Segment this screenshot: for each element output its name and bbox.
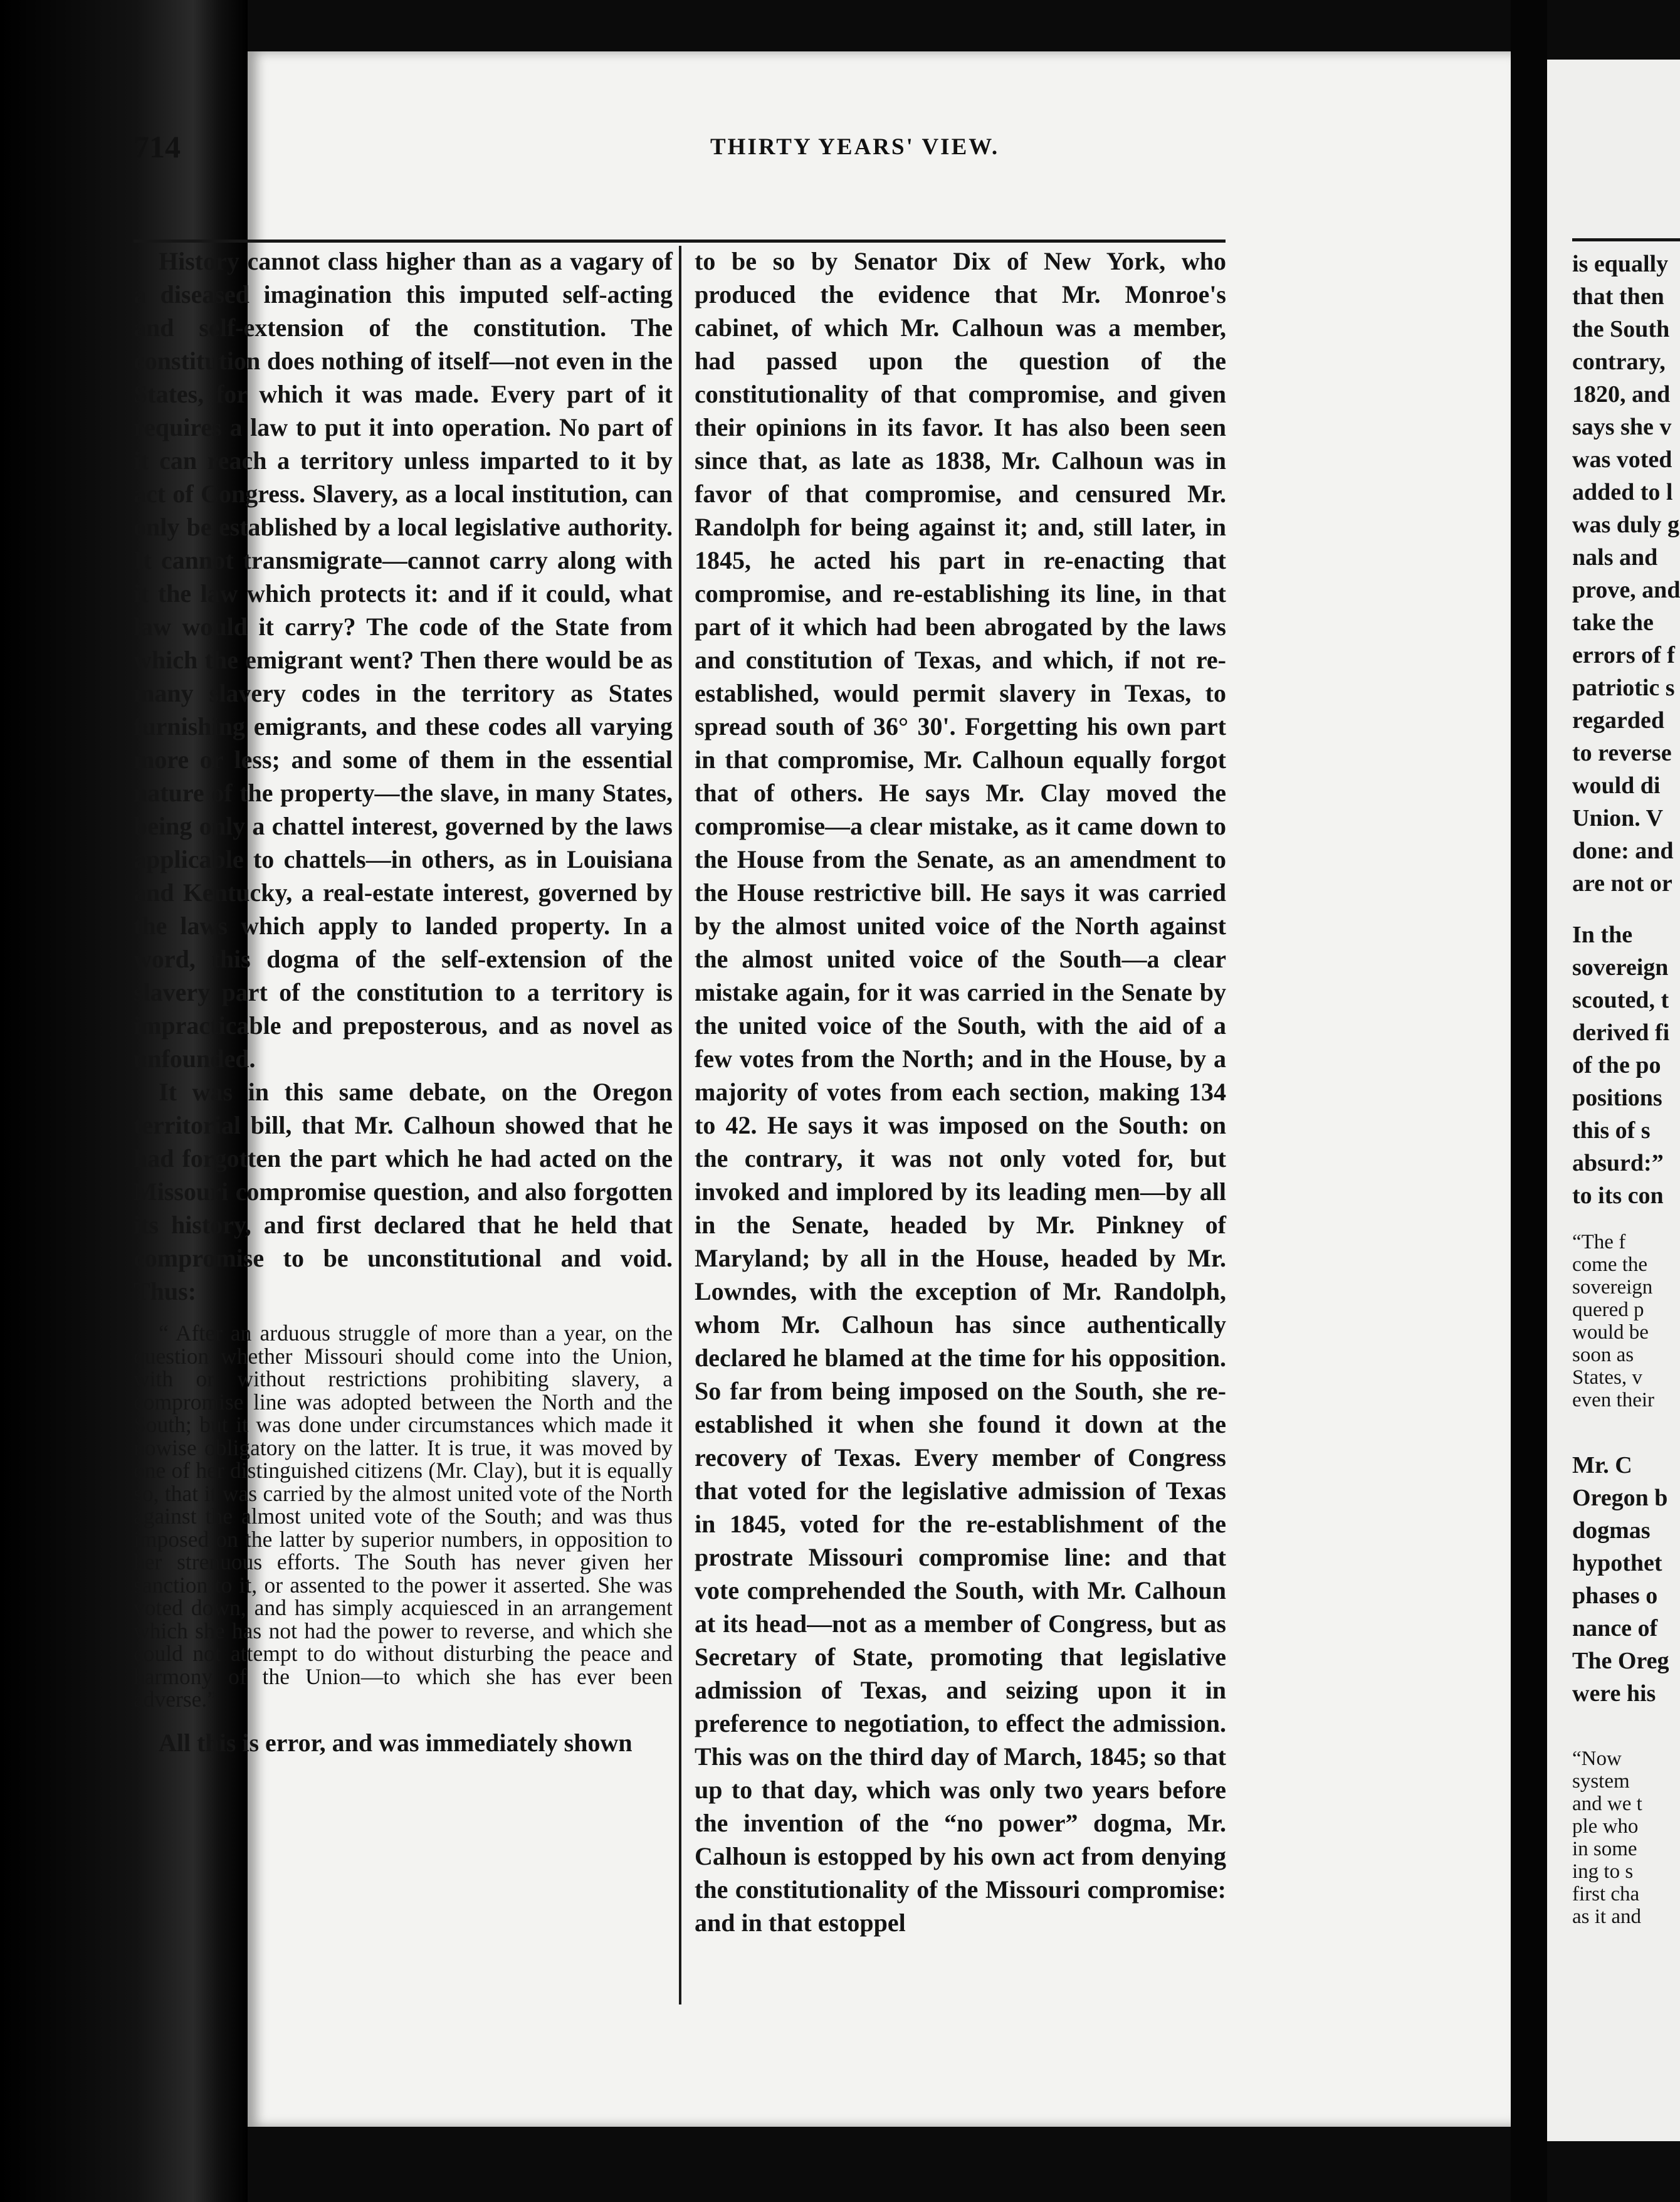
adjacent-line: would di: [1572, 772, 1661, 799]
adjacent-line: The Oreg: [1572, 1648, 1669, 1674]
adjacent-line: ple who: [1572, 1815, 1639, 1838]
adjacent-line: patriotic s: [1572, 675, 1675, 701]
paragraph: It was in this same debate, on the Oregon territorial bill, that Mr. Calhoun showed that he had forgotten the part which he had acted on the Missouri compromise question, and also forgotten its history, and first declared that he held that compromise to be unconstitutional and void. Thus:: [134, 1078, 673, 1305]
adjacent-line: this of s: [1572, 1117, 1651, 1144]
adjacent-line: was voted: [1572, 446, 1672, 473]
adjacent-line: regarded: [1572, 707, 1665, 734]
adjacent-line: to reverse: [1572, 740, 1672, 766]
adjacent-line: soon as: [1572, 1344, 1634, 1366]
paragraph: All this is error, and was immediately shown: [159, 1728, 633, 1757]
adjacent-line: States, v: [1572, 1366, 1642, 1389]
adjacent-line: errors of f: [1572, 642, 1675, 668]
adjacent-line: even their: [1572, 1389, 1655, 1411]
adjacent-line: and we t: [1572, 1793, 1642, 1815]
adjacent-line: “The f: [1572, 1231, 1626, 1253]
paragraph: History cannot class higher than as a vagary of a diseased imagination this imputed self-acting and self-extension of the constitution. The constitution does nothing of itself—not even in the States, for which it was made. Every part of it requires a law to put it into operation. No part of it can reach a territory unless imparted to it by act of Congress. Slavery, as a local institution, can only be established by a local legislative authority. It cannot transmigrate—cannot carry along with it the law which protects it: and if it could, what law would it carry? The code of the State from which the emigrant went? Then there would be as many slavery codes in the territory as States furnishing emigrants, and these codes all varying more or less; and some of them in the essential nature of the property—the slave, in many States, being only a chattel interest, governed by the laws applicable to chattels—in others, as in Louisiana and Kentucky, a real-estate interest, governed by the laws which apply to landed property. In a word, this dogma of the self-extension of the slavery part of the constitution to a territory is impracticable and preposterous, and as novel as unfounded.: [134, 247, 673, 1073]
adjacent-line: quered p: [1572, 1299, 1644, 1321]
adjacent-line: of the po: [1572, 1052, 1661, 1078]
column-divider: [679, 246, 681, 2004]
adjacent-line: sovereign: [1572, 954, 1669, 981]
paragraph: to be so by Senator Dix of New York, who produced the evidence that Mr. Monroe's cabinet, of which Mr. Calhoun was a member, had passed upon the question of the constitutionality of that compromise, and given their opinions in its favor. It has also been seen since that, as late as 1838, Mr. Calhoun was in favor of that compromise, and censured Mr. Randolph for being against it; and, still later, in 1845, he acted his part in re-enacting that compromise, and re-establishing its line, in that part of it which had been abrogated by the laws and constitution of Texas, and which, if not re-established, would permit slavery in Texas, to spread south of 36° 30'. Forgetting his own part in that compromise, Mr. Calhoun equally forgot that of others. He says Mr. Clay moved the compromise—a clear mistake, as it came down to the House from the Senate, as an amendment to the House restrictive bill. He says it was carried by the almost united voice of the North against the almost united voice of the South—a clear mistake again, for it was carried in the Senate by the united voice of the South, with the aid of a few votes from the North; and in the House, by a majority of votes from each section, making 134 to 42. He says it was imposed on the South: on the contrary, it was not only voted for, but invoked and implored by its leading men—by all in the Senate, headed by Mr. Pinkney of Maryland; by all in the House, headed by Mr. Lowndes, with the exception of Mr. Randolph, whom Mr. Calhoun has since authentically declared he blamed at the time for his opposition. So far from being imposed on the South, she re-established it when she found it down at the recovery of Texas. Every member of Congress that voted for the legislative admission of Texas in 1845, voted for the re-establishment of the prostrate Missouri compromise line: and that vote comprehended the South, with Mr. Calhoun at its head—not as a member of Congress, but as Secretary of State, promoting that legislative admission of Texas, and seizing upon it in preference to negotiation, to effect the admission. This was on the third day of March, 1845; so that up to that day, which was only two years before the invention of the “no power” dogma, Mr. Calhoun is estopped by his own act from denying the constitutionality of the Missouri compromise: and in that estoppel: [695, 247, 1226, 1937]
adjacent-line: added to l: [1572, 479, 1673, 505]
adjacent-line: scouted, t: [1572, 987, 1669, 1013]
adjacent-line: first cha: [1572, 1883, 1640, 1905]
adjacent-line: to its con: [1572, 1183, 1664, 1209]
adjacent-line: phases o: [1572, 1583, 1658, 1609]
adjacent-line: says she v: [1572, 414, 1672, 440]
left-column: [134, 245, 673, 1759]
adjacent-line: dogmas: [1572, 1517, 1651, 1544]
adjacent-line: 1820, and: [1572, 381, 1671, 408]
adjacent-line: positions: [1572, 1085, 1662, 1111]
adjacent-line: ing to s: [1572, 1860, 1634, 1883]
block-gap: [1572, 1710, 1680, 1747]
adjacent-line: were his: [1572, 1680, 1656, 1707]
adjacent-line: prove, and: [1572, 577, 1680, 603]
adjacent-line: sovereign: [1572, 1276, 1653, 1299]
adjacent-line: derived fi: [1572, 1019, 1670, 1046]
adjacent-page-text: [1572, 248, 1680, 1928]
adjacent-line: take the: [1572, 609, 1654, 636]
adjacent-line: system: [1572, 1770, 1630, 1793]
adjacent-line: would be: [1572, 1321, 1649, 1344]
adjacent-line: nance of: [1572, 1615, 1658, 1641]
right-column: [695, 245, 1226, 1939]
page-gutter: [1511, 0, 1547, 2202]
adjacent-page: [1547, 60, 1680, 2141]
block-gap: [1572, 900, 1680, 919]
adjacent-text-block: [1572, 248, 1680, 900]
adjacent-text-block: [1572, 1449, 1680, 1710]
adjacent-line: as it and: [1572, 1905, 1641, 1928]
block-quote: “ After an arduous struggle of more than a year, on the question whether Missouri should come into the Union, with or without restrictions prohibiting slavery, a compromise line was adopted between the North and the South; but it was done under circumstances which made it nowise obligatory on the latter. It is true, it was moved by one of her distinguished citizens (Mr. Clay), but it is equally so, that it was carried by the almost united vote of the North against the almost united vote of the South; and was thus imposed on the latter by superior numbers, in opposition to her strenuous efforts. The South has never given her sanction to it, or assented to the power it asserted. She was voted down, and has simply acquiesced in an arrangement which she has not had the power to reverse, and which she could not attempt to do without disturbing the peace and harmony of the Union—to which she has ever been adverse.”: [134, 1320, 673, 1712]
adjacent-line: are not or: [1572, 870, 1672, 897]
adjacent-line: absurd:”: [1572, 1150, 1664, 1176]
adjacent-line: come the: [1572, 1253, 1648, 1276]
adjacent-line: “Now: [1572, 1747, 1622, 1770]
block-gap: [1572, 1411, 1680, 1449]
page-header: [134, 129, 1350, 179]
adjacent-line: done: and: [1572, 838, 1674, 864]
adjacent-line: hypothet: [1572, 1550, 1662, 1576]
adjacent-line: was duly g: [1572, 512, 1680, 538]
adjacent-line: Mr. C: [1572, 1452, 1632, 1478]
block-gap: [1572, 1212, 1680, 1231]
adjacent-line: that then: [1572, 283, 1664, 310]
adjacent-line: In the: [1572, 922, 1633, 948]
running-title: THIRTY YEARS' VIEW.: [710, 134, 1000, 160]
adjacent-quote-block: [1572, 1231, 1680, 1411]
adjacent-quote-block: [1572, 1747, 1680, 1928]
adjacent-text-block: [1572, 919, 1680, 1212]
header-rule: [134, 240, 1226, 243]
adjacent-line: the South: [1572, 316, 1670, 342]
adjacent-line: contrary,: [1572, 349, 1666, 375]
adjacent-line: nals and: [1572, 544, 1658, 571]
adjacent-line: Oregon b: [1572, 1485, 1668, 1511]
page-number: 714: [134, 129, 181, 164]
adjacent-line: is equally: [1572, 251, 1669, 277]
adjacent-line: in some: [1572, 1838, 1637, 1860]
adjacent-header-rule: [1572, 238, 1680, 241]
adjacent-line: Union. V: [1572, 805, 1664, 831]
